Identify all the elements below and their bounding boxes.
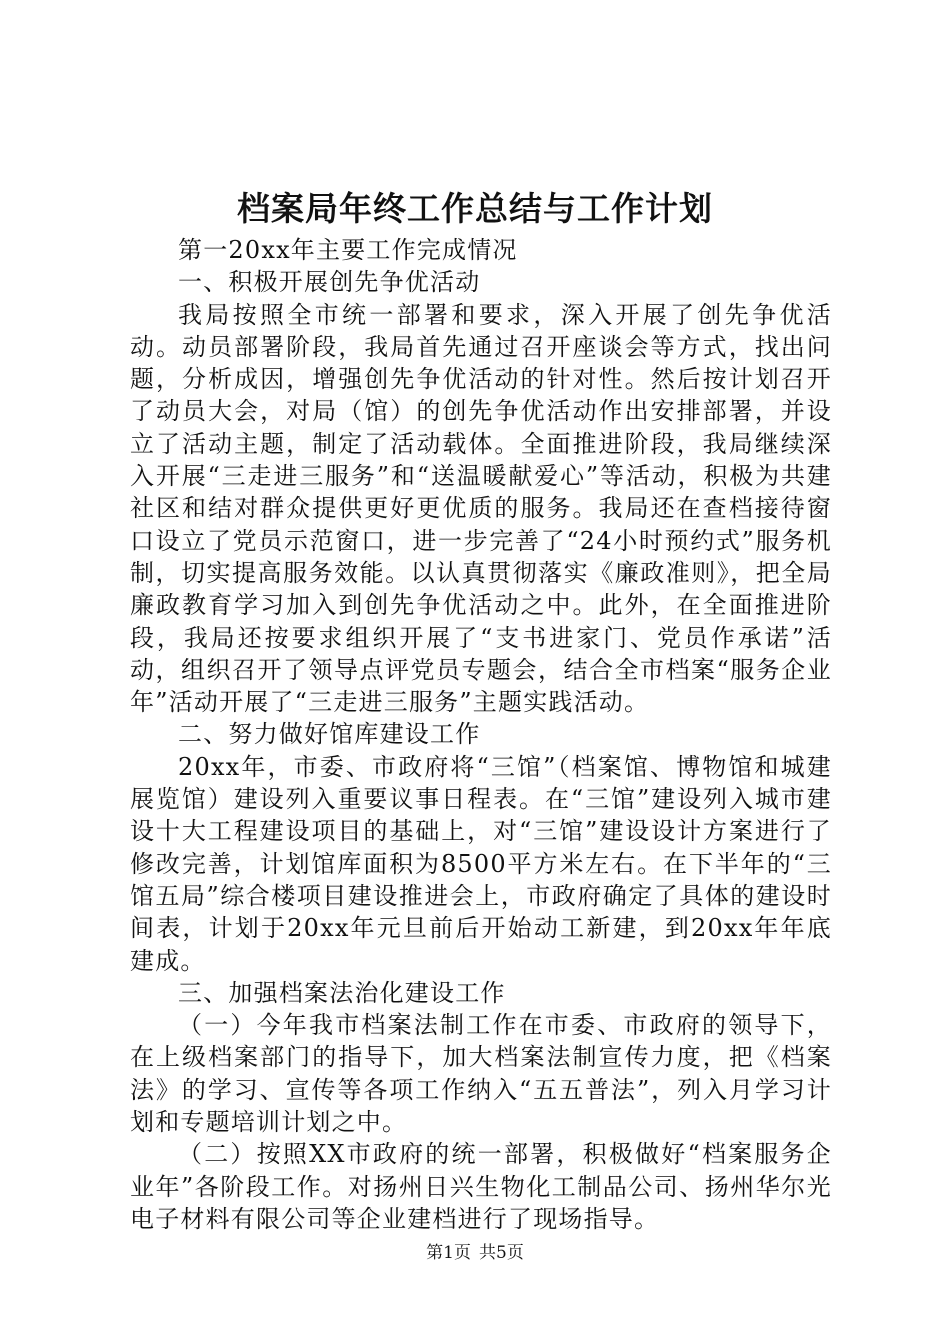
body-paragraph: （二）按照XX市政府的统一部署，积极做好“档案服务企业年”各阶段工作。对扬州日兴生物化工制品公司、扬州华尔光电子材料有限公司等企业建档进行了现场指导。 <box>130 1140 832 1233</box>
section-heading: 二、努力做好馆库建设工作 <box>178 720 481 749</box>
page-number: 第1页 <box>426 1243 471 1263</box>
body-paragraph: 我局按照全市统一部署和要求，深入开展了创先争优活动。动员部署阶段，我局首先通过召开座谈会等方式，找出问题，分析成因，增强创先争优活动的针对性。然后按计划召开了动员大会，对局（馆）的创先争优活动作出安排部署，并设立了活动主题，制定了活动载体。全面推进阶段，我局继续深入开展“三走进三服务”和“送温暖献爱心”等活动，积极为共建社区和结对群众提供更好更优质的服务。我局还在查档接待窗口设立了党员示范窗口，进一步完善了“24小时预约式”服务机制，切实提高服务效能。以认真贯彻落实《廉政准则》，把全局廉政教育学习加入到创先争优活动之中。此外，在全面推进阶段，我局还按要求组织开展了“支书进家门、党员作承诺”活动，组织召开了领导点评党员专题会，结合全市档案“服务企业年”活动开展了“三走进三服务”主题实践活动。 <box>130 300 832 717</box>
document-body <box>130 234 832 1235</box>
section-heading: 第一20xx年主要工作完成情况 <box>178 236 518 264</box>
document-title: 档案局年终工作总结与工作计划 <box>237 189 713 228</box>
page-footer <box>0 1241 950 1265</box>
section-heading: 三、加强档案法治化建设工作 <box>178 978 506 1007</box>
page-total: 共5页 <box>479 1243 524 1263</box>
body-paragraph: （一）今年我市档案法制工作在市委、市政府的领导下，在上级档案部门的指导下，加大档案法制宣传力度，把《档案法》的学习、宣传等各项工作纳入“五五普法”，列入月学习计划和专题培训计划之中。 <box>130 1011 832 1137</box>
body-paragraph: 20xx年，市委、市政府将“三馆”（档案馆、博物馆和城建展览馆）建设列入重要议事日程表。在“三馆”建设列入城市建设十大工程建设项目的基础上，对“三馆”建设设计方案进行了修改完善，计划馆库面积为8500平方米左右。在下半年的“三馆五局”综合楼项目建设推进会上，市政府确定了具体的建设时间表，计划于20xx年元旦前后开始动工新建，到20xx年年底建成。 <box>130 752 832 975</box>
section-heading: 一、积极开展创先争优活动 <box>178 268 481 297</box>
